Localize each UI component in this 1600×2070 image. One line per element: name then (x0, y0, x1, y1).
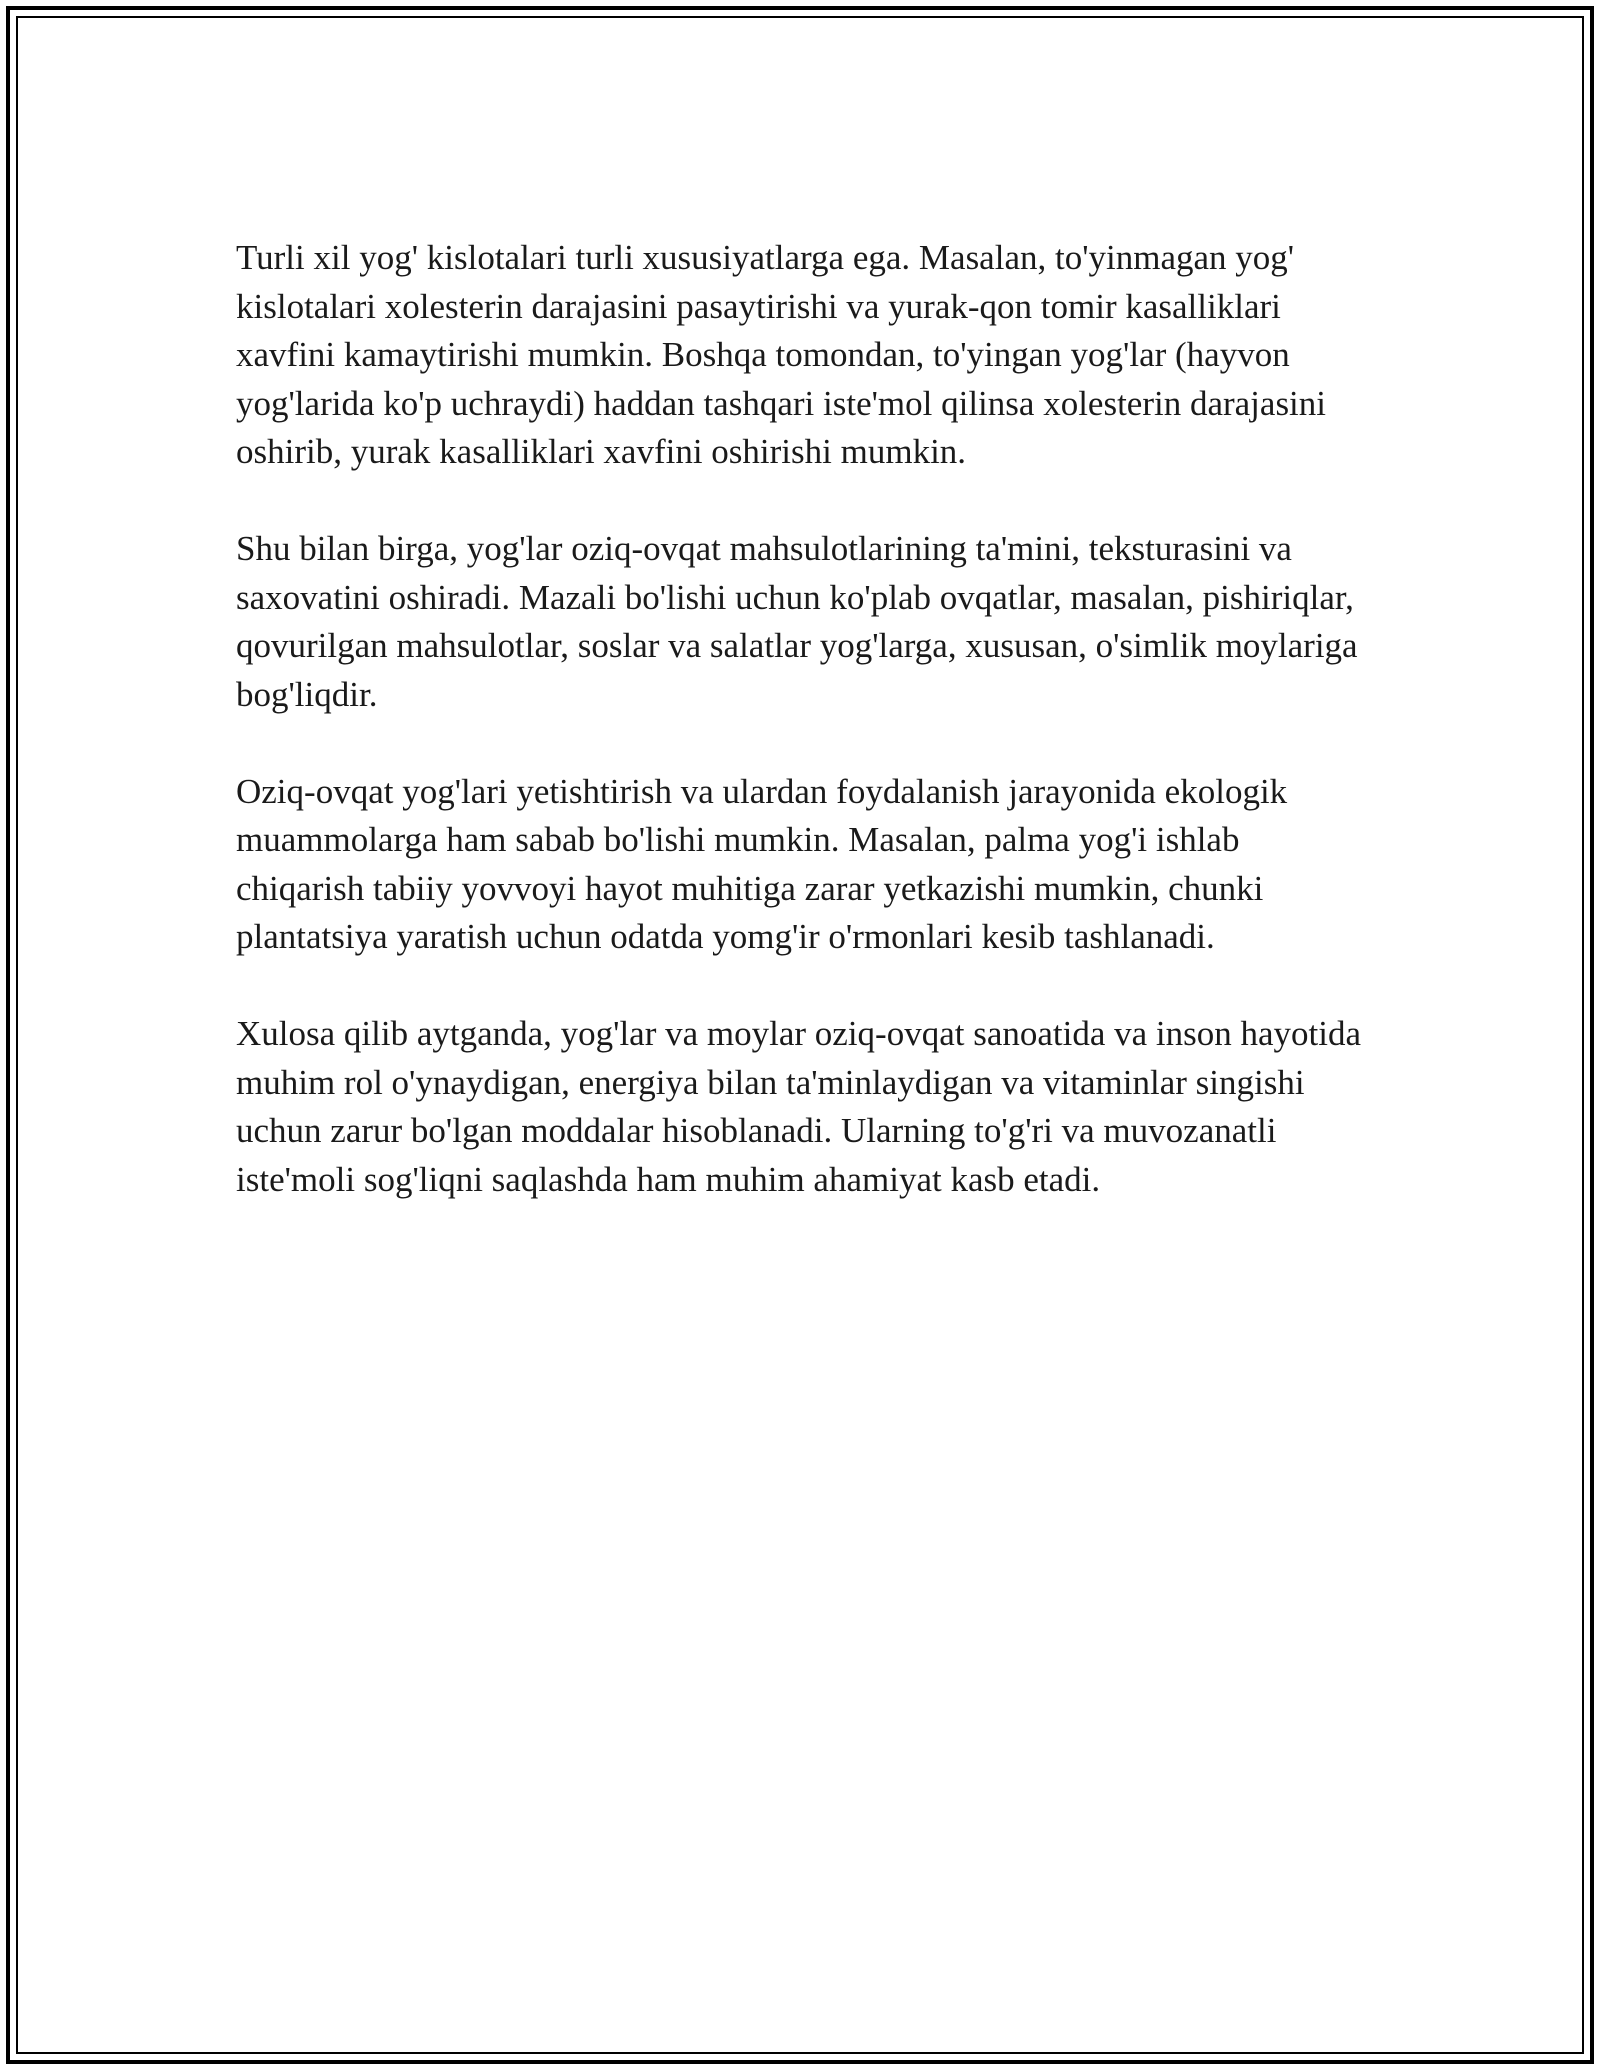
document-body (236, 234, 1366, 1253)
paragraph-conclusion: Xulosa qilib aytganda, yog'lar va moylar oziq-ovqat sanoatida va inson hayotida muhim rol o'ynaydigan, energiya bilan ta'minlaydigan va vitaminlar singishi uchun zarur bo'lgan moddalar hisoblanadi. Ularning to'g'ri va muvozanatli iste'moli sog'liqni saqlashda ham muhim ahamiyat kasb etadi. (236, 1014, 1362, 1199)
paragraph-food-taste: Shu bilan birga, yog'lar oziq-ovqat mahsulotlarining ta'mini, teksturasini va saxovatini oshiradi. Mazali bo'lishi uchun ko'plab ovqatlar, masalan, pishiriqlar, qovurilgan mahsulotlar, soslar va salatlar yog'larga, xususan, o'simlik moylariga bog'liqdir. (236, 529, 1358, 714)
paragraph-ecology: Oziq-ovqat yog'lari yetishtirish va ulardan foydalanish jarayonida ekologik muammolarga ham sabab bo'lishi mumkin. Masalan, palma yog'i ishlab chiqarish tabiiy yovvoyi hayot muhitiga zarar yetkazishi mumkin, chunki plantatsiya yaratish uchun odatda yomg'ir o'rmonlari kesib tashlanadi. (236, 771, 1288, 956)
paragraph-fatty-acids: Turli xil yog' kislotalari turli xususiyatlarga ega. Masalan, to'yinmagan yog' kislotalari xolesterin darajasini pasaytirishi va yurak-qon tomir kasalliklari xavfini kamaytirishi mumkin. Boshqa tomondan, to'yingan yog'lar (hayvon yog'larida ko'p uchraydi) haddan tashqari iste'mol qilinsa xolesterin darajasini oshirib, yurak kasalliklari xavfini oshirishi mumkin. (236, 238, 1327, 471)
